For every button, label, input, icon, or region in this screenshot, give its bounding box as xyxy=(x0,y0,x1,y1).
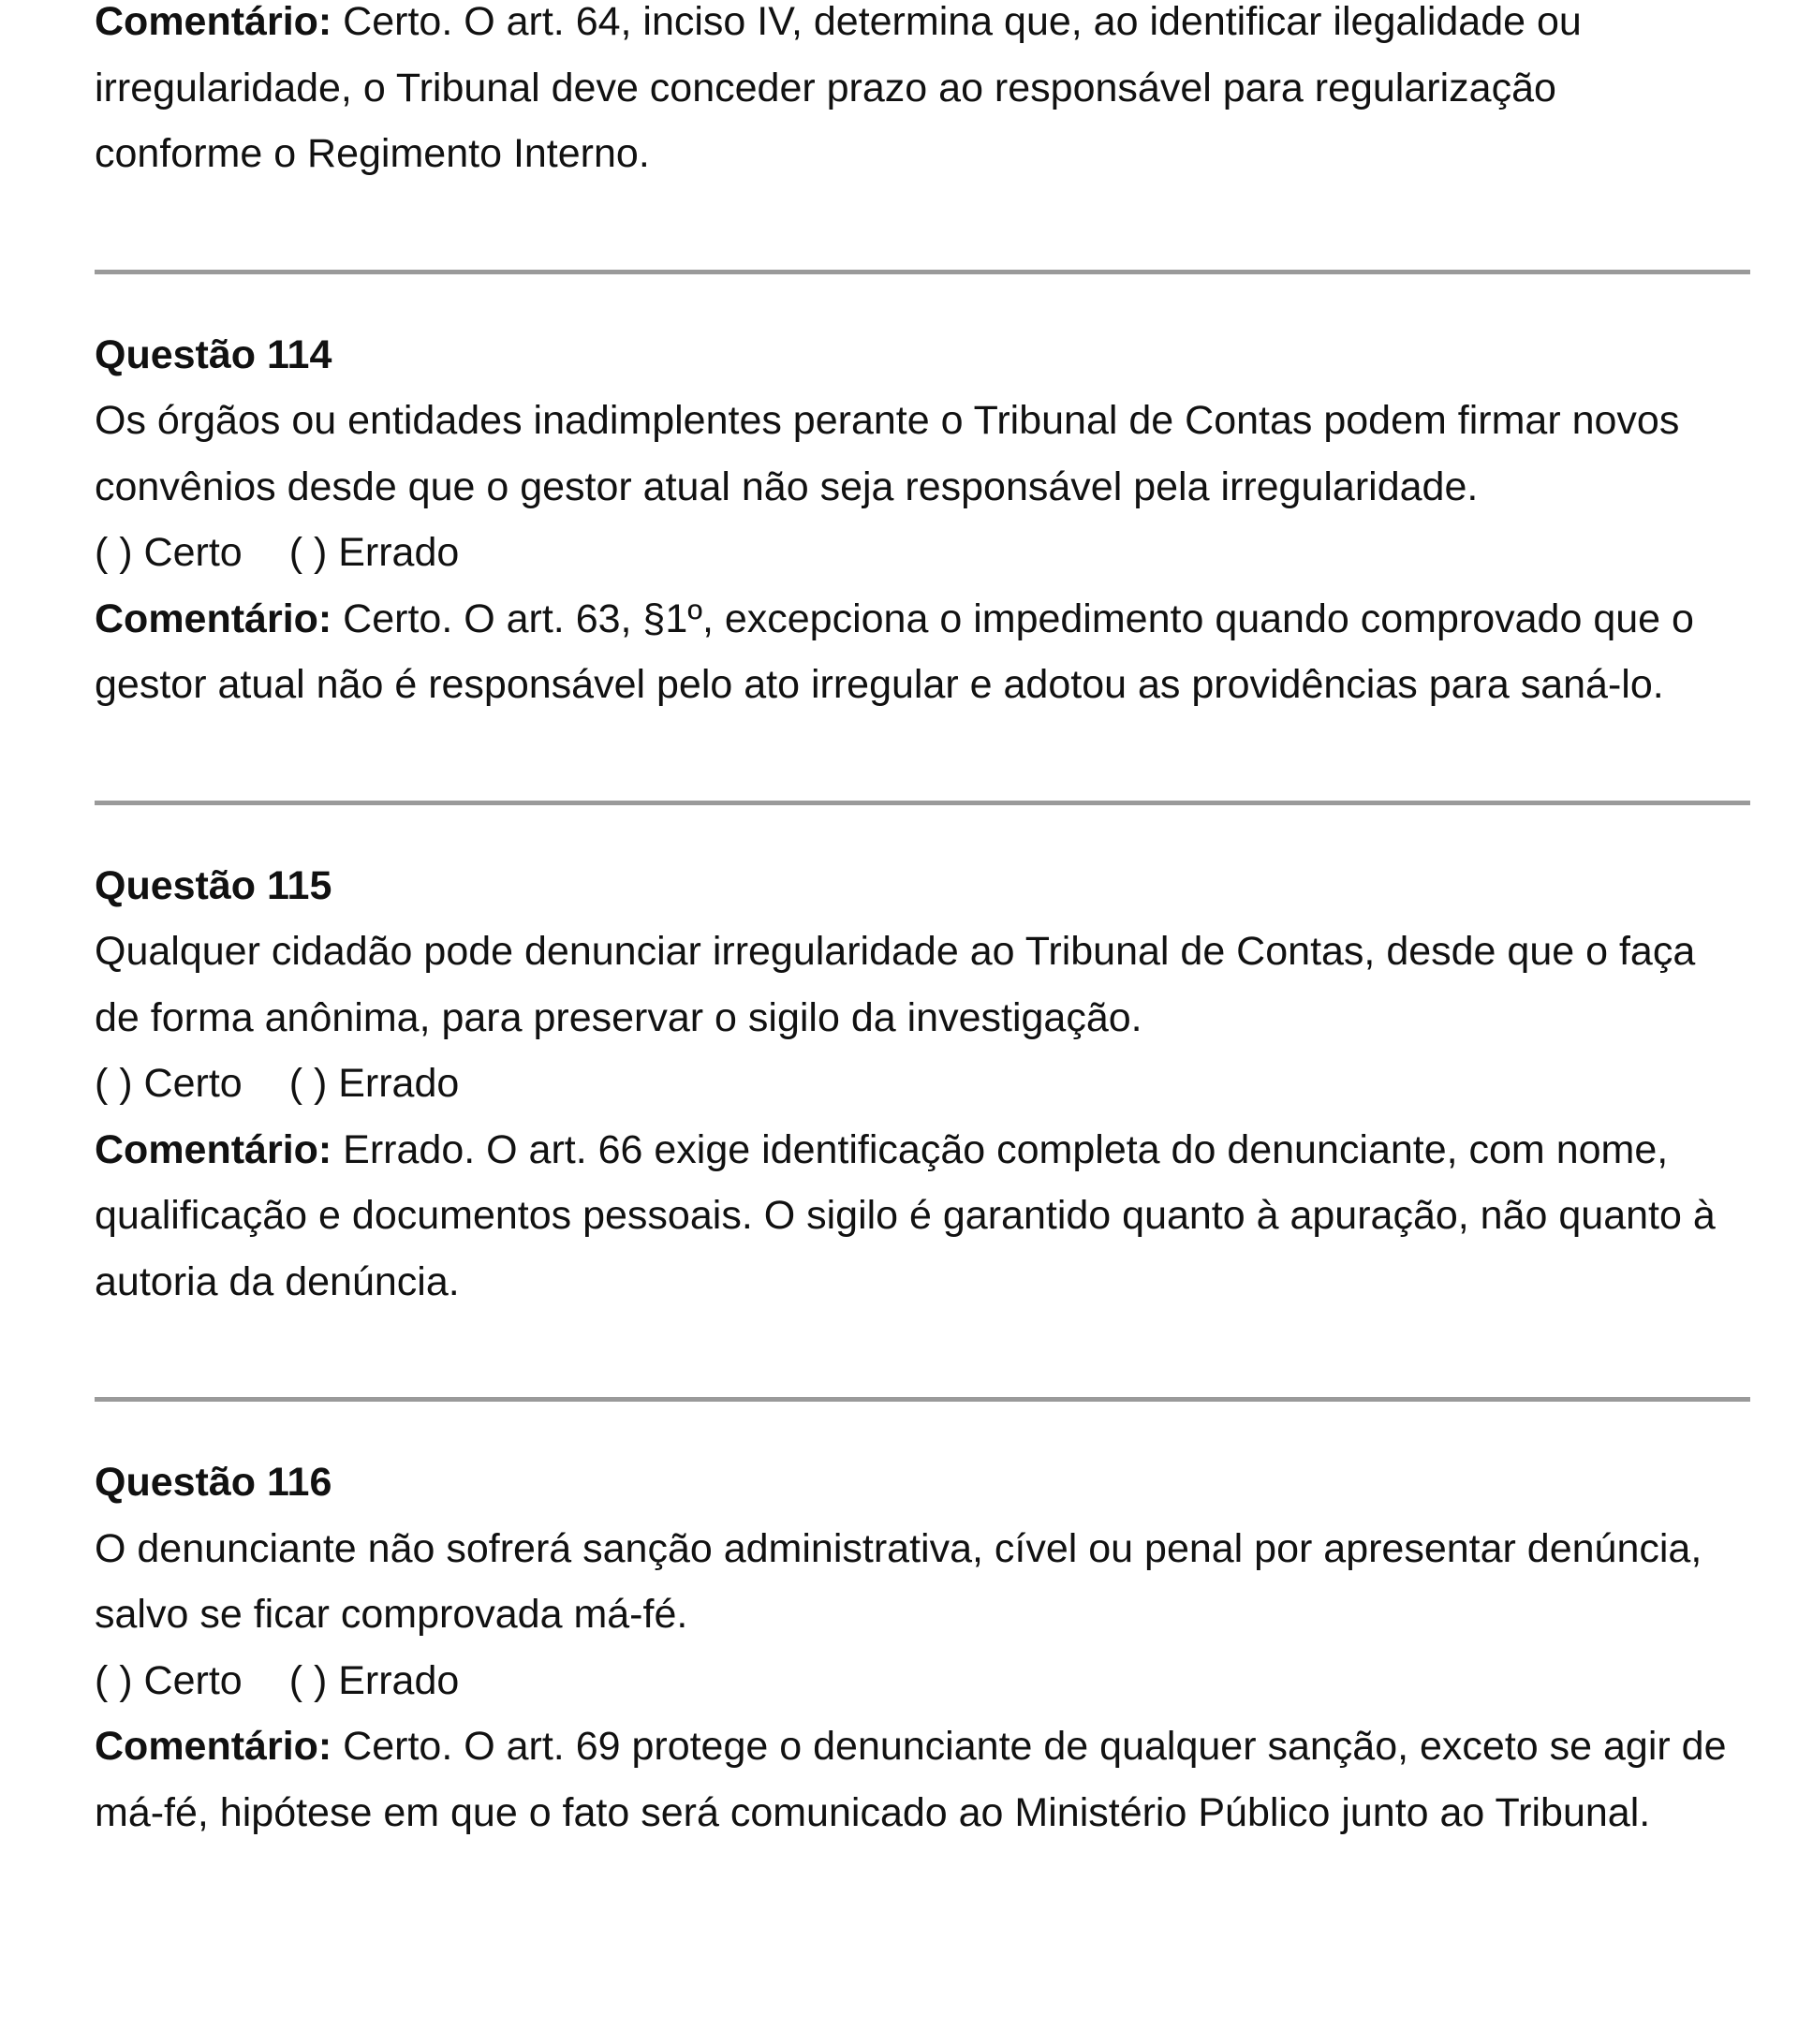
question-statement: Os órgãos ou entidades inadimplentes perante o Tribunal de Contas podem firmar novos convênios desde que o gestor atual não seja responsável pela irregularidade. xyxy=(95,398,1680,509)
top-comment-text: Certo. O art. 64, inciso IV, determina que, ao identificar ilegalidade ou irregularidade, o Tribunal deve conceder prazo ao responsável para regularização conforme o Regimento Interno. xyxy=(95,0,1582,176)
comment-label: Comentário: xyxy=(95,1126,332,1172)
question-title: Questão 116 xyxy=(95,1460,332,1505)
option-certo[interactable]: ( ) Certo xyxy=(95,530,243,575)
top-comment xyxy=(95,0,1724,187)
question-statement: Qualquer cidadão pode denunciar irregularidade ao Tribunal de Contas, desde que o faça de forma anônima, para preservar o sigilo da investigação. xyxy=(95,929,1696,1040)
answer-options xyxy=(95,1051,1751,1117)
comment-label: Comentário: xyxy=(95,1724,332,1769)
question-title: Questão 114 xyxy=(95,331,332,377)
comment-text: Certo. O art. 69 protege o denunciante de qualquer sanção, exceto se agir de má-fé, hipótese em que o fato será comunicado ao Ministério Público junto ao Tribunal. xyxy=(95,1724,1727,1835)
comment-label: Comentário: xyxy=(95,596,332,641)
question-116 xyxy=(95,1449,1751,1845)
option-errado[interactable]: ( ) Errado xyxy=(288,530,460,575)
comment-text: Errado. O art. 66 exige identificação completa do denunciante, com nome, qualificação e documentos pessoais. O sigilo é garantido quanto à apuração, não quanto à autoria da denúncia. xyxy=(95,1126,1716,1304)
answer-options xyxy=(95,1648,1751,1714)
question-114 xyxy=(95,322,1751,718)
question-comment xyxy=(95,586,1724,718)
comment-text: Certo. O art. 63, §1º, excepciona o impedimento quando comprovado que o gestor atual não é responsável pelo ato irregular e adotou as providências para saná-lo. xyxy=(95,596,1694,707)
option-certo[interactable]: ( ) Certo xyxy=(95,1061,243,1106)
question-comment xyxy=(95,1713,1743,1845)
question-title: Questão 115 xyxy=(95,862,332,908)
question-statement: O denunciante não sofrerá sanção administrativa, cível ou penal por apresentar denúncia, salvo se ficar comprovada má-fé. xyxy=(95,1525,1702,1637)
top-comment-label: Comentário: xyxy=(95,0,332,44)
option-certo[interactable]: ( ) Certo xyxy=(95,1657,243,1703)
question-comment xyxy=(95,1117,1743,1316)
option-errado[interactable]: ( ) Errado xyxy=(288,1061,460,1106)
option-errado[interactable]: ( ) Errado xyxy=(288,1657,460,1703)
question-115 xyxy=(95,853,1751,1316)
answer-options xyxy=(95,520,1751,586)
